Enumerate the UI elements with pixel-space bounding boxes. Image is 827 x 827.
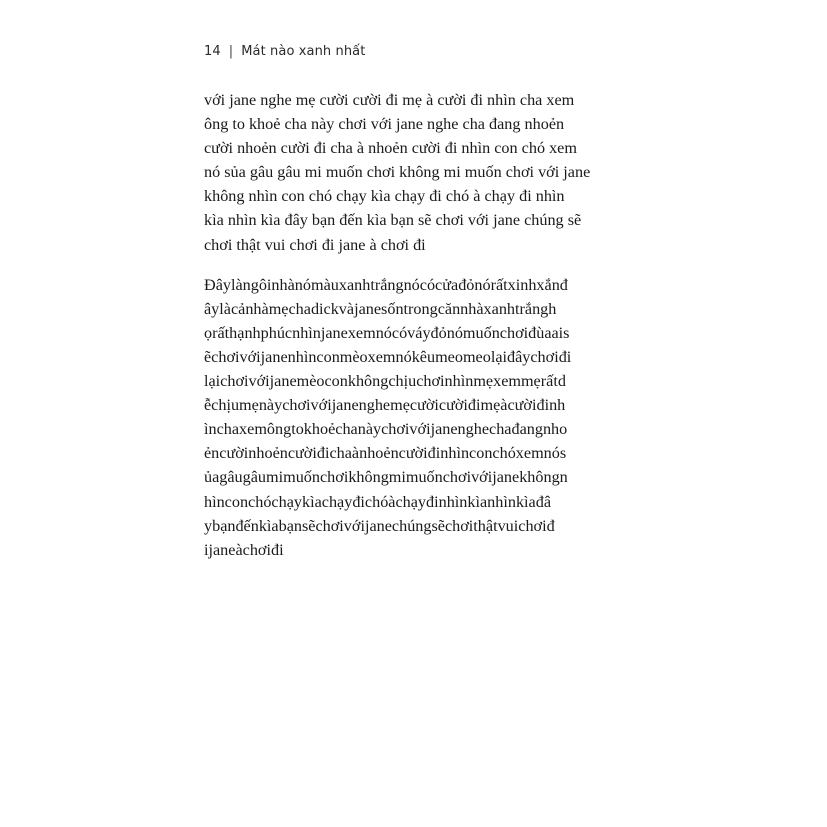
body-text — [204, 88, 614, 562]
paragraph-unspaced — [204, 273, 614, 562]
text-line: kìa nhìn kìa đây bạn đến kìa bạn sẽ chơi với jane chúng sẽ — [204, 211, 582, 230]
text-line: nó sủa gâu gâu mi muốn chơi không mi muốn chơi với jane — [204, 163, 591, 182]
paragraph-spaced — [204, 88, 614, 257]
text-line: không nhìn con chó chạy kìa chạy đi chó à chạy đi nhìn — [204, 187, 565, 206]
chapter-title: Mát nào xanh nhất — [241, 44, 366, 59]
text-line: lạichơivớijanemèoconkhôngchịuchơinhìnmẹxemmẹrấtd — [204, 372, 566, 391]
text-line: ông to khoẻ cha này chơi với jane nghe cha đang nhoẻn — [204, 115, 565, 134]
text-line: âylàcảnhàmẹchadickvàjanesốntrongcănnhàxanhtrắngh — [204, 299, 557, 318]
text-line: ọrấthạnhphúcnhìnjanexemnócóváyđỏnómuốnchơiđùaais — [204, 323, 570, 342]
page-number: 14 — [204, 44, 221, 59]
text-line: ẻncườinhoẻncườiđichaànhoẻncườiđinhìnconchóxemnós — [204, 444, 567, 463]
running-header — [204, 44, 365, 59]
text-line: ijaneàchơiđi — [204, 540, 284, 559]
text-line: ìnchaxemôngtokhoẻchanàychơivớijanenghechađangnho — [204, 420, 568, 439]
header-separator: | — [228, 44, 234, 59]
text-line: ybạnđếnkìabạnsẽchơivớijanechúngsẽchơithậtvuichơiđ — [204, 516, 555, 535]
text-line: chơi thật vui chơi đi jane à chơi đi — [204, 235, 426, 254]
text-line: cười nhoẻn cười đi cha à nhoẻn cười đi nhìn con chó xem — [204, 139, 577, 158]
text-line: hìnconchóchạykìachạyđichóàchạyđinhìnkìanhìnkìađâ — [204, 492, 552, 511]
text-line: ễchịumẹnàychơivớijanenghemẹcườicườiđimẹàcườiđinh — [204, 396, 566, 415]
text-line: ủagâugâumimuốnchơikhôngmimuốnchơivớijanekhôngn — [204, 468, 568, 487]
text-line: Đâylàngôinhànómàuxanhtrắngnócócửađỏnórấtxinhxắnđ — [204, 275, 568, 294]
text-line: ẽchơivớijanenhìnconmèoxemnókêumeomeolạiđâychơiđi — [204, 347, 572, 366]
text-line: với jane nghe mẹ cười cười đi mẹ à cười đi nhìn cha xem — [204, 91, 575, 109]
